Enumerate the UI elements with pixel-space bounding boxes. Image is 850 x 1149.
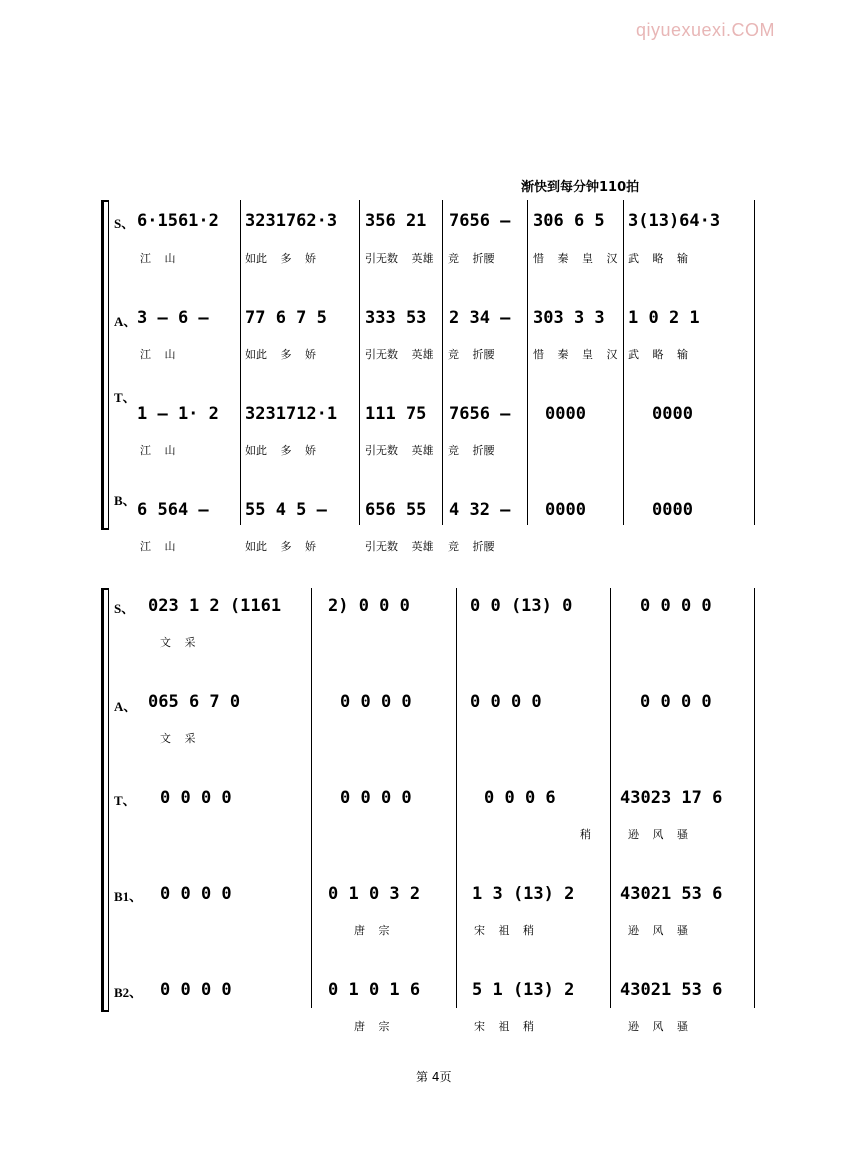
lyric: 竞 折腰 [448,540,495,553]
bar: 0 0 (13) 0 [470,596,573,616]
bar: 0 1 0 1 6 [328,980,421,1000]
bar: 77 6 7 5 [245,308,327,328]
tempo-marking: 渐快到每分钟110拍 [521,180,640,195]
part-label: B2、 [114,985,143,1000]
lyric: 唐 宗 [354,924,390,937]
barline [623,200,624,525]
lyric: 文 采 [160,636,196,649]
part-label: T、 [114,793,136,808]
lyric: 如此 多 娇 [245,444,316,457]
part-label: B、 [114,493,136,508]
page-number: 第 4页 [416,1070,452,1084]
part-label: B1、 [114,889,143,904]
bar: 111 75 [365,404,427,424]
bar: 4 32 – [449,500,511,520]
bar: 6 564 – [137,500,209,520]
bar: 0000 [652,500,693,520]
lyric: 竞 折腰 [448,348,495,361]
lyric: 如此 多 娇 [245,348,316,361]
bar: 303 3 3 [533,308,605,328]
bar: 6·1561·2 [137,211,219,231]
lyric: 江 山 [140,540,176,553]
bar: 0 0 0 0 [470,692,542,712]
lyric: 江 山 [140,252,176,265]
lyric: 稍 [580,828,591,841]
bar: 3231712·1 [245,404,338,424]
bar: 43021 53 6 [620,884,723,904]
bar: 356 21 [365,211,427,231]
barline [240,200,241,525]
bar: 3(13)64·3 [628,211,721,231]
lyric: 宋 祖 稍 [474,924,534,937]
lyric: 逊 风 骚 [628,1020,688,1033]
lyric: 惜 秦 皇 汉 [533,252,618,265]
lyric: 江 山 [140,444,176,457]
lyric: 惜 秦 皇 汉 [533,348,618,361]
barline [359,200,360,525]
bar: 0 0 0 0 [160,884,232,904]
bar: 0 0 0 0 [340,788,412,808]
bar: 0 1 0 3 2 [328,884,421,904]
part-label: S、 [114,601,135,616]
part-label: A、 [114,314,137,329]
system-bracket [101,588,104,1012]
barline [754,588,755,1008]
lyric: 竞 折腰 [448,252,495,265]
bar: 0 0 0 0 [640,596,712,616]
bar: 3 – 6 – [137,308,209,328]
lyric: 竞 折腰 [448,444,495,457]
bar: 7656 – [449,211,511,231]
lyric: 武 略 输 [628,252,688,265]
bar: 2 34 – [449,308,511,328]
lyric: 文 采 [160,732,196,745]
bar: 7656 – [449,404,511,424]
bar: 3231762·3 [245,211,338,231]
barline [442,200,443,525]
bar: 2) 0 0 0 [328,596,410,616]
system-start-barline [108,588,109,1012]
bar: 656 55 [365,500,427,520]
lyric: 唐 宗 [354,1020,390,1033]
bar: 023 1 2 (1161 [148,596,282,616]
part-label: T、 [114,390,136,405]
barline [754,200,755,525]
bar: 43023 17 6 [620,788,723,808]
barline [456,588,457,1008]
lyric: 如此 多 娇 [245,540,316,553]
bar: 0 0 0 0 [640,692,712,712]
bar: 0 0 0 0 [160,980,232,1000]
barline [527,200,528,525]
lyric: 逊 风 骚 [628,924,688,937]
part-label: S、 [114,216,135,231]
lyric: 引无数 英雄 [365,540,434,553]
bar: 0 0 0 0 [340,692,412,712]
watermark-logo: qiyuexuexi.COM [636,20,776,40]
bar: 55 4 5 – [245,500,327,520]
part-label: A、 [114,699,137,714]
lyric: 宋 祖 稍 [474,1020,534,1033]
lyric: 如此 多 娇 [245,252,316,265]
lyric: 武 略 输 [628,348,688,361]
bar: 1 3 (13) 2 [472,884,575,904]
lyric: 引无数 英雄 [365,252,434,265]
bar: 333 53 [365,308,427,328]
bar: 0000 [652,404,693,424]
lyric: 逊 风 骚 [628,828,688,841]
bar: 1 – 1· 2 [137,404,219,424]
bar: 065 6 7 0 [148,692,241,712]
bar: 306 6 5 [533,211,605,231]
lyric: 引无数 英雄 [365,444,434,457]
bar: 43021 53 6 [620,980,723,1000]
barline [311,588,312,1008]
bar: 0000 [545,500,586,520]
system-bracket [101,200,104,530]
lyric: 引无数 英雄 [365,348,434,361]
bar: 0 0 0 6 [484,788,556,808]
bar: 1 0 2 1 [628,308,700,328]
lyric: 江 山 [140,348,176,361]
bar: 5 1 (13) 2 [472,980,575,1000]
barline [610,588,611,1008]
bar: 0000 [545,404,586,424]
system-start-barline [108,200,109,530]
bar: 0 0 0 0 [160,788,232,808]
